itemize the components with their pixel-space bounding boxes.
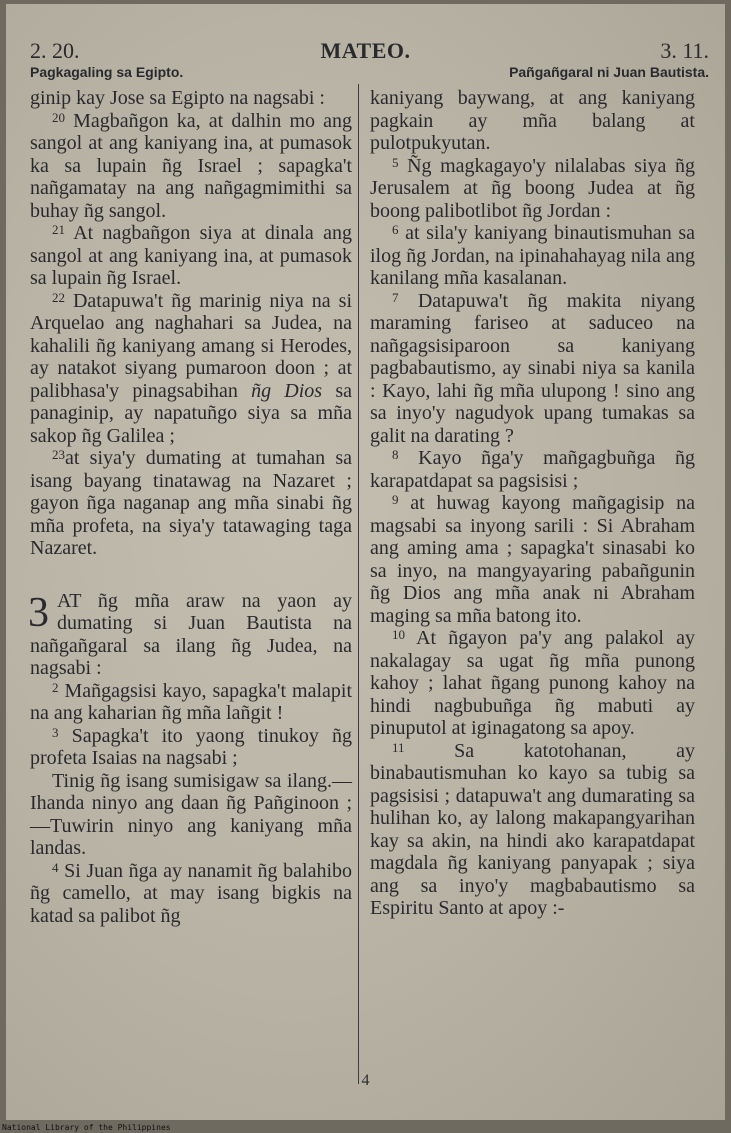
source-credit: National Library of the Philippines <box>2 1123 171 1132</box>
verse-2 <box>30 680 352 725</box>
verse-3 <box>30 725 352 770</box>
right-column <box>370 87 695 920</box>
verse-number: 11 <box>392 739 405 755</box>
verse-text: AT ñg mña araw na yaon ay dumating si Juan Bautista na nañgañgaral sa ilang ñg Judea, na nagsabi : <box>30 589 352 679</box>
verse-text: Sa katotohanan, ay binabautismuhan ko kayo sa tubig sa pagsisisi ; datapuwa't ang dumarating sa hulihan ko, ay lalong makapangyarihan kay sa akin, na hindi ako karapatdapat magdala ñg kaniyang panyapak ; siya ang sa inyo'y magbabautismo sa Espiritu Santo at apoy :- <box>370 739 696 919</box>
verse-text: at huwag kayong mañgagisip na magsabi sa inyong sarili : Si Abraham ang aming ama ; sapagka't sinasabi ko sa inyo, na mangyayaring pabañgunin ñg Dios ang mña anak ni Abraham maging sa mña batong ito. <box>370 492 696 627</box>
verse-text: At ñgayon pa'y ang palakol ay nakalagay sa ugat ñg mña punong kahoy ; lahat ñgang punong kahoy na hindi nagbubuñga ñg mabuti ay pinuputol at iginagatong sa apoy. <box>370 627 695 739</box>
verse-23 <box>30 447 352 560</box>
verse-number: 5 <box>392 154 399 170</box>
verse-number: 3 <box>52 724 59 740</box>
verse-continuation: kaniyang baywang, at ang kaniyang pagkain ay mña balang at pulotpukyutan. <box>370 87 695 154</box>
verse-number: 23 <box>52 447 65 462</box>
italic-phrase: ñg Dios <box>251 379 323 402</box>
verse-4 <box>30 860 352 928</box>
quotation: Tinig ñg isang sumisigaw sa ilang.—Ihanda ninyo ang daan ñg Pañginoon ;—Tuwirin ninyo ang kaniyang mña landas. <box>30 769 352 859</box>
page-number: 4 <box>361 1072 370 1089</box>
verse-text: Kayo ñga'y mañgagbuñga ñg karapatdapat sa pagsisisi ; <box>370 447 695 492</box>
verse-number: 20 <box>52 109 65 125</box>
verse-10 <box>370 627 695 740</box>
verse-number: 8 <box>392 447 399 462</box>
verse-text: At nagbañgon siya at dinala ang sangol at ang kaniyang ina, at pumasok sa lupain ñg Israel. <box>30 222 352 289</box>
verse-text: Datapuwa't ñg makita niyang maraming fariseo at saduceo na nañgagsisiparoon sa kaniyang pagbabautismo, ay sinabi niya sa kanila : Kayo, lahi ñg mña ulupong ! sino ang sa inyo'y nagudyok upang tumakas sa galit na darating ? <box>370 289 696 447</box>
verse-number: 22 <box>52 289 65 305</box>
running-header <box>6 38 725 78</box>
verse-20 <box>30 110 352 223</box>
right-verse-reference: 3. 11. <box>660 38 709 63</box>
verse-8 <box>370 447 695 492</box>
verse-22 <box>30 290 352 448</box>
verse-number: 4 <box>52 859 59 875</box>
verse-6 <box>370 222 695 290</box>
right-section-heading: Pañgañgaral ni Juan Bautista. <box>509 64 709 80</box>
verse-text: at sila'y kaniyang binautismuhan sa ilog ñg Jordan, na ipinahahayag nila ang kanilang mña kasalanan. <box>370 222 696 289</box>
verse-number: 21 <box>52 222 65 237</box>
verse-text: Si Juan ñga ay nanamit ñg balahibo ñg camello, at may isang bigkis na katad sa palibot ñg <box>30 859 353 927</box>
verse-text: Ñg magkagayo'y nilalabas siya ñg Jerusalem at ñg boong Judea at ñg boong palibotlibot ñg Jordan : <box>370 154 695 222</box>
left-column <box>30 87 352 927</box>
verse-11 <box>370 740 695 920</box>
verse-text: Datapuwa't ñg marinig niya na si Arquelao ang naghahari sa Judea, na kahalili ñg kaniyang amang si Herodes, ay natakot siyang pumaroon doon ; at palibhasa'y pinagsabihan <box>30 289 352 402</box>
verse-21 <box>30 222 352 290</box>
verse-number: 10 <box>392 627 405 642</box>
verse-number: 6 <box>392 222 399 237</box>
verse-text: sa panaginip, ay napatuñgo siya sa mña sakop ñg Galilea ; <box>30 379 352 447</box>
verse-7 <box>370 290 695 448</box>
verse-text: Sapagka't ito yaong tinukoy ñg profeta Isaias na nagsabi ; <box>30 724 352 769</box>
verse-number: 2 <box>52 679 59 695</box>
chapter-number: 3 <box>28 589 49 636</box>
verse-5 <box>370 155 695 223</box>
chapter-3-opening <box>30 590 352 680</box>
book-title: MATEO. <box>320 38 411 63</box>
verse-9 <box>370 492 695 627</box>
column-divider <box>358 84 359 1084</box>
verse-number: 7 <box>392 289 399 305</box>
verse-text: at siya'y dumating at tumahan sa isang bayang tinatawag na Nazaret ; gayon ñga naganap ang mña sinabi ñg mña profeta, na siya'y tatawaging taga Nazaret. <box>30 447 352 559</box>
verse-text: Mañgagsisi kayo, sapagka't malapit na ang kaharian ñg mña lañgit ! <box>30 679 352 724</box>
verse-continuation: ginip kay Jose sa Egipto na nagsabi : <box>30 87 325 109</box>
verse-number: 9 <box>392 492 399 507</box>
verse-text: Magbañgon ka, at dalhin mo ang sangol at ang kaniyang ina, at pumasok ka sa lupain ñg Israel ; sapagka't nañgamatay na ang nañgagmimithi sa buhay ñg sangol. <box>30 109 352 222</box>
left-section-heading: Pagkagaling sa Egipto. <box>30 64 184 80</box>
scanned-page <box>6 4 725 1120</box>
left-verse-reference: 2. 20. <box>30 38 80 63</box>
